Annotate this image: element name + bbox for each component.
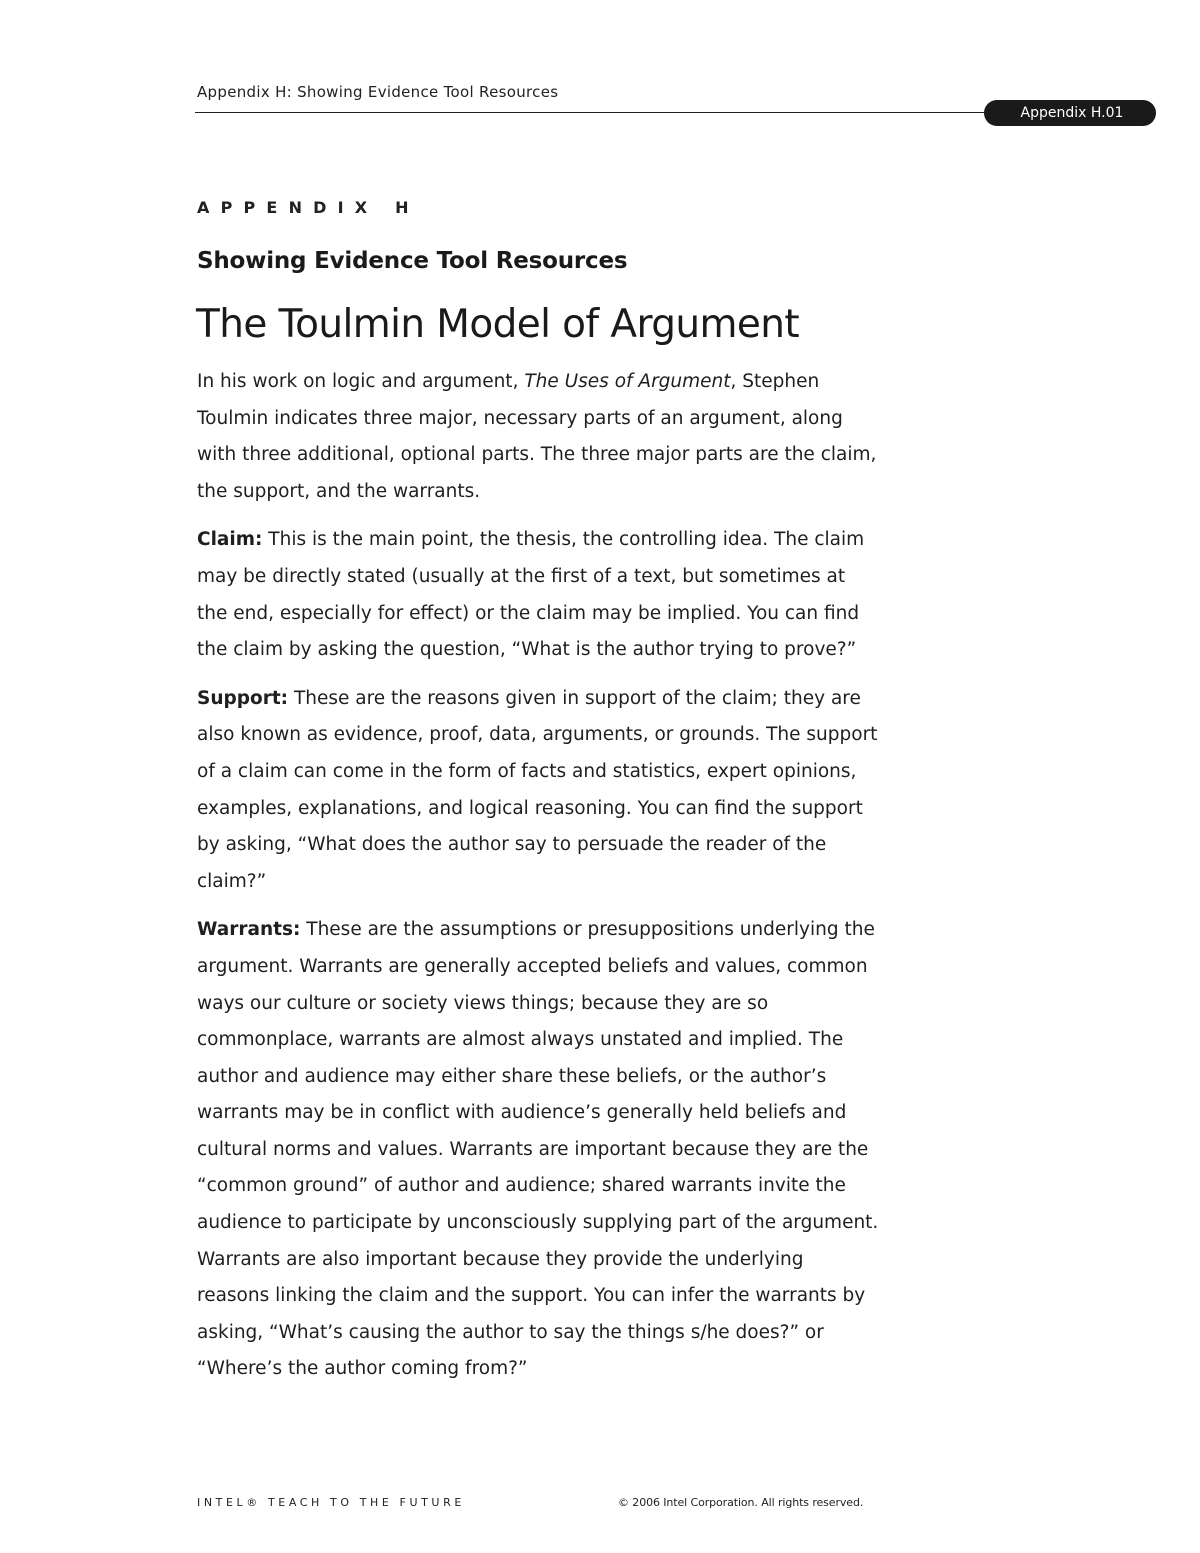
intro-paragraph (197, 364, 887, 510)
body-text (197, 364, 887, 1400)
support-line: Support: These are the reasons given in support of the claim; they are (197, 687, 861, 709)
intro-line: with three additional, optional parts. The three major parts are the claim, (197, 444, 877, 466)
intro-line: Toulmin indicates three major, necessary parts of an argument, along (197, 407, 843, 429)
warrants-term: Warrants: (197, 919, 301, 941)
support-line: of a claim can come in the form of facts and statistics, expert opinions, (197, 760, 857, 782)
warrants-line: Warrants are also important because they provide the underlying (197, 1248, 804, 1270)
claim-line: the claim by asking the question, “What is the author trying to prove?” (197, 639, 857, 661)
warrants-line: asking, “What’s causing the author to say the things s/he does?” or (197, 1321, 824, 1343)
claim-term: Claim: (197, 529, 263, 551)
warrants-line: ways our culture or society views things; because they are so (197, 992, 769, 1014)
claim-line: may be directly stated (usually at the first of a text, but sometimes at (197, 565, 846, 587)
section-subtitle: Showing Evidence Tool Resources (197, 248, 628, 274)
footer-brand: INTEL® TEACH TO THE FUTURE (197, 1496, 465, 1509)
support-term: Support: (197, 687, 289, 709)
support-paragraph (197, 681, 887, 901)
warrants-line: “Where’s the author coming from?” (197, 1358, 528, 1380)
claim-paragraph (197, 522, 887, 668)
warrants-line: commonplace, warrants are almost always unstated and implied. The (197, 1029, 844, 1051)
warrants-line: warrants may be in conflict with audience’s generally held beliefs and (197, 1102, 847, 1124)
warrants-line: cultural norms and values. Warrants are important because they are the (197, 1138, 869, 1160)
claim-line: the end, especially for effect) or the claim may be implied. You can find (197, 602, 860, 624)
intro-line: In his work on logic and argument, The Uses of Argument, Stephen (197, 371, 820, 392)
support-line: claim?” (197, 870, 267, 892)
page-title: The Toulmin Model of Argument (196, 302, 800, 347)
support-line: by asking, “What does the author say to persuade the reader of the (197, 834, 827, 856)
warrants-line: “common ground” of author and audience; shared warrants invite the (197, 1175, 846, 1197)
running-head: Appendix H: Showing Evidence Tool Resources (197, 83, 559, 101)
support-line: examples, explanations, and logical reasoning. You can find the support (197, 797, 863, 819)
header-rule (195, 112, 995, 113)
intro-line: the support, and the warrants. (197, 480, 481, 502)
warrants-line: Warrants: These are the assumptions or presuppositions underlying the (197, 919, 875, 941)
support-line: also known as evidence, proof, data, arguments, or grounds. The support (197, 724, 878, 746)
claim-line: Claim: This is the main point, the thesis, the controlling idea. The claim (197, 529, 865, 551)
appendix-kicker: APPENDIX H (197, 198, 420, 217)
warrants-line: author and audience may either share these beliefs, or the author’s (197, 1065, 827, 1087)
warrants-line: audience to participate by unconsciously supplying part of the argument. (197, 1212, 879, 1234)
warrants-line: argument. Warrants are generally accepted beliefs and values, common (197, 955, 868, 977)
footer-copyright: © 2006 Intel Corporation. All rights reserved. (618, 1496, 864, 1509)
warrants-paragraph (197, 912, 887, 1388)
book-title: The Uses of Argument (524, 371, 731, 392)
warrants-line: reasons linking the claim and the support. You can infer the warrants by (197, 1285, 866, 1307)
appendix-tab: Appendix H.01 (984, 100, 1156, 126)
